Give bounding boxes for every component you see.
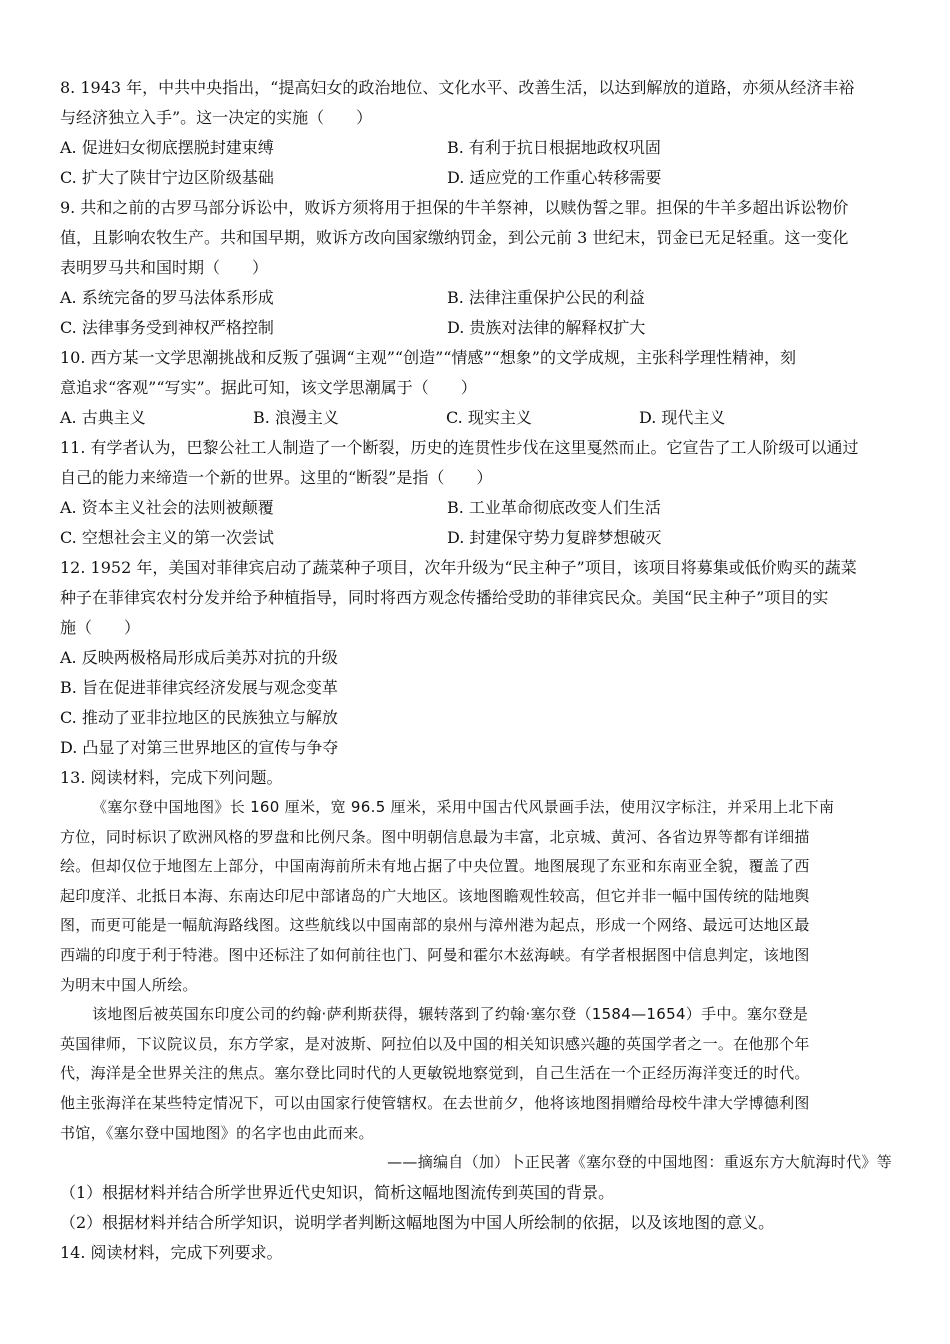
- exam-content: [60, 73, 892, 1268]
- option-b: B. 法律注重保护公民的利益: [447, 288, 645, 307]
- question-stem-line: 意追求“客观”“写实”。据此可知，该文学思潮属于（ ）: [60, 378, 477, 397]
- question-13: [60, 763, 892, 1238]
- question-11: [60, 433, 892, 553]
- option-c: C. 现实主义: [446, 408, 532, 427]
- question-title: 14. 阅读材料，完成下列要求。: [60, 1242, 283, 1262]
- question-9: [60, 193, 892, 343]
- question-stem-line: 11. 有学者认为，巴黎公社工人制造了一个断裂，历史的连贯性步伐在这里戛然而止。它宣告了工人阶级可以通过: [60, 438, 859, 457]
- option-c: C. 法律事务受到神权严格控制: [60, 318, 274, 337]
- options-row: [60, 313, 892, 343]
- material-line: 方位，同时标识了欧洲风格的罗盘和比例尺条。图中明朝信息最为丰富，北京城、黄河、各省边界等都有详细描: [60, 827, 810, 846]
- question-stem-line: 9. 共和之前的古罗马部分诉讼中，败诉方须将用于担保的牛羊祭神，以赎伪誓之罪。担保的牛羊多超出诉讼物价: [60, 198, 849, 217]
- question-stem-line: 8. 1943 年，中共中央指出，“提高妇女的政治地位、文化水平、改善生活，以达到解放的道路，亦须从经济丰裕: [60, 78, 855, 97]
- material-line: 该地图后被英国东印度公司的约翰·萨利斯获得，辗转落到了约翰·塞尔登（1584—1654）手中。塞尔登是: [92, 1005, 809, 1024]
- option-b: B. 旨在促进菲律宾经济发展与观念变革: [60, 678, 338, 697]
- material-line: 《塞尔登中国地图》长 160 厘米，宽 96.5 厘米，采用中国古代风景画手法，使用汉字标注，并采用上北下南: [92, 798, 835, 816]
- question-stem-line: 施（ ）: [60, 618, 141, 637]
- option-a: A. 反映两极格局形成后美苏对抗的升级: [60, 648, 338, 667]
- option-d: D. 封建保守势力复辟梦想破灭: [447, 528, 662, 547]
- question-stem-line: 表明罗马共和国时期（ ）: [60, 258, 269, 277]
- option-c: C. 空想社会主义的第一次尝试: [60, 528, 274, 547]
- option-b: B. 有利于抗日根据地政权巩固: [447, 138, 661, 157]
- sub-question-2: （2）根据材料并结合所学知识，说明学者判断这幅地图为中国人所绘制的依据，以及该地图的意义。: [60, 1212, 775, 1232]
- material-line: 西端的印度于利于特港。图中还标注了如何前往也门、阿曼和霍尔木兹海峡。有学者根据图中信息判定，该地图: [60, 945, 810, 964]
- question-stem-line: 种子在菲律宾农村分发并给予种植指导，同时将西方观念传播给受助的菲律宾民众。美国“民主种子”项目的实: [60, 588, 829, 607]
- material-line: 绘。但却仅位于地图左上部分，中国南海前所未有地占据了中央位置。地图展现了东亚和东南亚全貌，覆盖了西: [60, 857, 810, 876]
- option-d: D. 现代主义: [639, 408, 726, 427]
- question-stem-line: 10. 西方某一文学思潮挑战和反叛了强调“主观”“创造”“情感”“想象”的文学成规，主张科学理性精神，刻: [60, 348, 796, 367]
- options-row: [60, 493, 892, 523]
- question-stem-line: 值，且影响农牧生产。共和国早期，败诉方改向国家缴纳罚金，到公元前 3 世纪末，罚金已无足轻重。这一变化: [60, 228, 849, 247]
- options-row: [60, 163, 892, 193]
- material-line: 代，海洋是全世界关注的焦点。塞尔登比同时代的人更敏锐地察觉到，自己生活在一个正经历海洋变迁的时代。: [60, 1064, 810, 1083]
- options-row: [60, 403, 892, 433]
- material-line: 英国律师，下议院议员，东方学家，是对波斯、阿拉伯以及中国的相关知识感兴趣的英国学者之一。在他那个年: [60, 1034, 810, 1053]
- question-title: 13. 阅读材料，完成下列问题。: [60, 768, 283, 787]
- material-line: 为明末中国人所绘。: [60, 975, 198, 994]
- question-10: [60, 343, 892, 433]
- question-14: [60, 1238, 892, 1268]
- question-12: [60, 553, 892, 763]
- option-c: C. 扩大了陕甘宁边区阶级基础: [60, 168, 274, 187]
- option-a: A. 资本主义社会的法则被颠覆: [60, 498, 274, 517]
- option-b: B. 浪漫主义: [253, 408, 339, 427]
- option-a: A. 古典主义: [60, 408, 146, 427]
- option-d: D. 适应党的工作重心转移需要: [447, 168, 662, 187]
- option-a: A. 促进妇女彻底摆脱封建束缚: [60, 138, 274, 157]
- material-line: 图，而更可能是一幅航海路线图。这些航线以中国南部的泉州与漳州港为起点，形成一个网络、最远可达地区最: [60, 916, 810, 935]
- question-stem-line: 12. 1952 年，美国对菲律宾启动了蔬菜种子项目，次年升级为“民主种子”项目，该项目将募集或低价购买的蔬菜: [60, 558, 857, 577]
- material-line: 他主张海洋在某些特定情况下，可以由国家行使管辖权。在去世前夕，他将该地图捐赠给母校牛津大学博德利图: [60, 1093, 810, 1112]
- option-a: A. 系统完备的罗马法体系形成: [60, 288, 274, 307]
- question-8: [60, 73, 892, 193]
- material-source: ——摘编自（加）卜正民著《塞尔登的中国地图：重返东方大航海时代》等: [387, 1153, 892, 1172]
- question-stem-line: 与经济独立入手”。这一决定的实施（ ）: [60, 108, 373, 127]
- sub-question-1: （1）根据材料并结合所学世界近代史知识，简析这幅地图流传到英国的背景。: [60, 1182, 615, 1202]
- option-d: D. 贵族对法律的解释权扩大: [447, 318, 646, 337]
- material-line: 书馆，《塞尔登中国地图》的名字也由此而来。: [60, 1123, 374, 1142]
- reading-material: [60, 793, 892, 1178]
- option-b: B. 工业革命彻底改变人们生活: [447, 498, 661, 517]
- option-c: C. 推动了亚非拉地区的民族独立与解放: [60, 708, 338, 727]
- question-stem-line: 自己的能力来缔造一个新的世界。这里的“断裂”是指（ ）: [60, 468, 493, 487]
- option-d: D. 凸显了对第三世界地区的宣传与争夺: [60, 738, 339, 757]
- material-line: 起印度洋、北抵日本海、东南达印尼中部诸岛的广大地区。该地图瞻观性较高，但它并非一幅中国传统的陆地舆: [60, 886, 810, 905]
- options-row: [60, 523, 892, 553]
- options-row: [60, 133, 892, 163]
- options-row: [60, 283, 892, 313]
